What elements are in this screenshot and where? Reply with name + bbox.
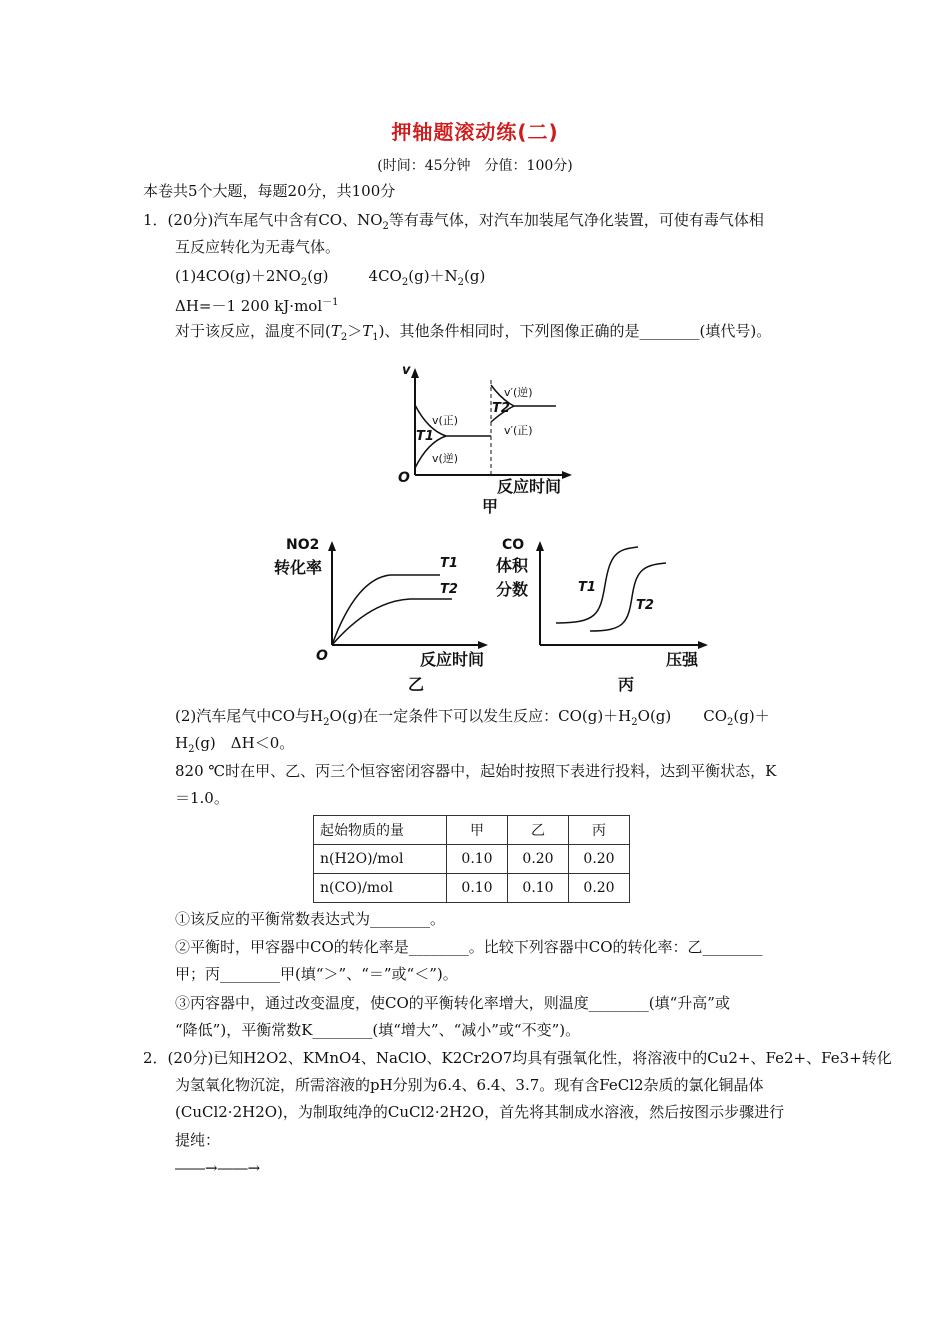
q1-sub3-line2: “降低”)，平衡常数K________(填“增大”、“减小”或“不变”)。 <box>175 1021 581 1039</box>
yi-y-axis-2: 转化率 <box>274 558 323 577</box>
yi-origin: O <box>316 648 328 664</box>
jia-t2: T2 <box>492 401 510 416</box>
bing-t1: T1 <box>578 580 596 595</box>
table-cell: 0.10 <box>447 845 508 874</box>
q1-part2-line2: $H_2(g)$ ΔH＜0。 <box>175 734 295 755</box>
table-cell: 0.10 <box>508 874 569 903</box>
jia-origin: O <box>398 470 410 486</box>
q2-flow-arrows: ――→――→ <box>175 1159 261 1177</box>
jia-caption: 甲 <box>482 497 499 516</box>
table-row <box>314 874 630 903</box>
page-title: 押轴题滚动练(二) <box>391 120 559 144</box>
table-cell: 0.20 <box>569 874 630 903</box>
yi-caption: 乙 <box>408 675 425 694</box>
jia-v2-zheng: v′(正) <box>504 424 533 437</box>
jia-y-axis: v <box>402 363 411 378</box>
q1-part2-line3: 820 ℃时在甲、乙、丙三个恒容密闭容器中，起始时按照下表进行投料，达到平衡状态，K <box>175 762 777 780</box>
intro-text: 本卷共5个大题，每题20分，共100分 <box>143 182 396 200</box>
bing-y-axis-1: CO <box>502 537 525 553</box>
q2-line3: (CuCl2·2H2O)，为制取纯净的CuCl2·2H2O，首先将其制成水溶液，然后按图示步骤进行 <box>175 1103 785 1121</box>
q2-line4: 提纯： <box>175 1131 221 1149</box>
table-cell: n(CO)/mol <box>314 874 447 903</box>
bing-x-axis: 压强 <box>666 650 699 669</box>
table-cell: 0.20 <box>508 845 569 874</box>
q1-equation: $(1)4CO(g)+2NO_2(g)$ $4CO_2(g)+N_2(g)$ <box>175 267 486 288</box>
graph-bing <box>490 535 720 695</box>
table-header-row <box>314 816 630 845</box>
q1-stem: 1．(20分)汽车尾气中含有CO、$NO_2$等有毒气体，对汽车加装尾气净化装置，可使有毒气体相 <box>143 211 764 232</box>
q1-sub3-line1: ③丙容器中，通过改变温度，使CO的平衡转化率增大，则温度________(填“升高”或 <box>175 994 730 1012</box>
jia-t1: T1 <box>416 429 434 444</box>
q2-line1: 2．(20分)已知H2O2、KMnO4、NaClO、K2Cr2O7均具有强氧化性，将溶液中的Cu2+、Fe2+、Fe3+转化 <box>143 1049 892 1067</box>
table-header-cell: 甲 <box>447 816 508 845</box>
table-header-cell: 起始物质的量 <box>314 816 447 845</box>
jia-v-zheng: v(正) <box>432 414 459 427</box>
yi-y-axis-1: NO2 <box>286 537 320 553</box>
jia-x-axis: 反应时间 <box>497 477 562 496</box>
yi-x-axis: 反应时间 <box>420 650 485 669</box>
graph-yi <box>270 535 505 695</box>
bing-t2: T2 <box>636 598 654 613</box>
graph-jia <box>380 360 600 520</box>
q1-sub1: ①该反应的平衡常数表达式为________。 <box>175 910 446 928</box>
table-cell: 0.20 <box>569 845 630 874</box>
q2-line2: 为氢氧化物沉淀，所需溶液的pH分别为6.4、6.4、3.7。现有含FeCl2杂质的氯化铜晶体 <box>175 1076 764 1094</box>
bing-caption: 丙 <box>618 675 635 694</box>
q1-part2-line4: ＝1.0。 <box>175 789 229 807</box>
yi-t2: T2 <box>440 582 458 597</box>
q1-sub2-line2: 甲；丙________甲(填“＞”、“＝”或“＜”)。 <box>175 965 458 983</box>
table-cell: n(H2O)/mol <box>314 845 447 874</box>
jia-v-ni: v(逆) <box>432 452 459 465</box>
yi-t1: T1 <box>440 556 458 571</box>
bing-y-axis-3: 分数 <box>496 580 529 599</box>
q1-part2-line1: (2)汽车尾气中CO与$H_2O(g)$在一定条件下可以发生反应：$CO(g)+H_2O(g)$ $CO_2(g)+$ <box>175 707 770 728</box>
q1-question: 对于该反应，温度不同$(T_2>T_1)$、其他条件相同时，下列图像正确的是________(填代号)。 <box>175 322 772 343</box>
table-cell: 0.10 <box>447 874 508 903</box>
q1-sub2-line1: ②平衡时，甲容器中CO的转化率是________。比较下列容器中CO的转化率：乙________ <box>175 938 763 956</box>
bing-y-axis-2: 体积 <box>496 556 529 575</box>
table-header-cell: 乙 <box>508 816 569 845</box>
feed-table <box>313 815 630 903</box>
table-header-cell: 丙 <box>569 816 630 845</box>
q1-stem-cont: 互反应转化为无毒气体。 <box>175 238 341 256</box>
exam-info: (时间：45分钟 分值：100分) <box>377 158 573 174</box>
table-row <box>314 845 630 874</box>
q1-enthalpy: ΔH=－1 200 kJ·mol$^{-1}$ <box>175 297 339 315</box>
jia-v2-ni: v′(逆) <box>504 386 533 399</box>
